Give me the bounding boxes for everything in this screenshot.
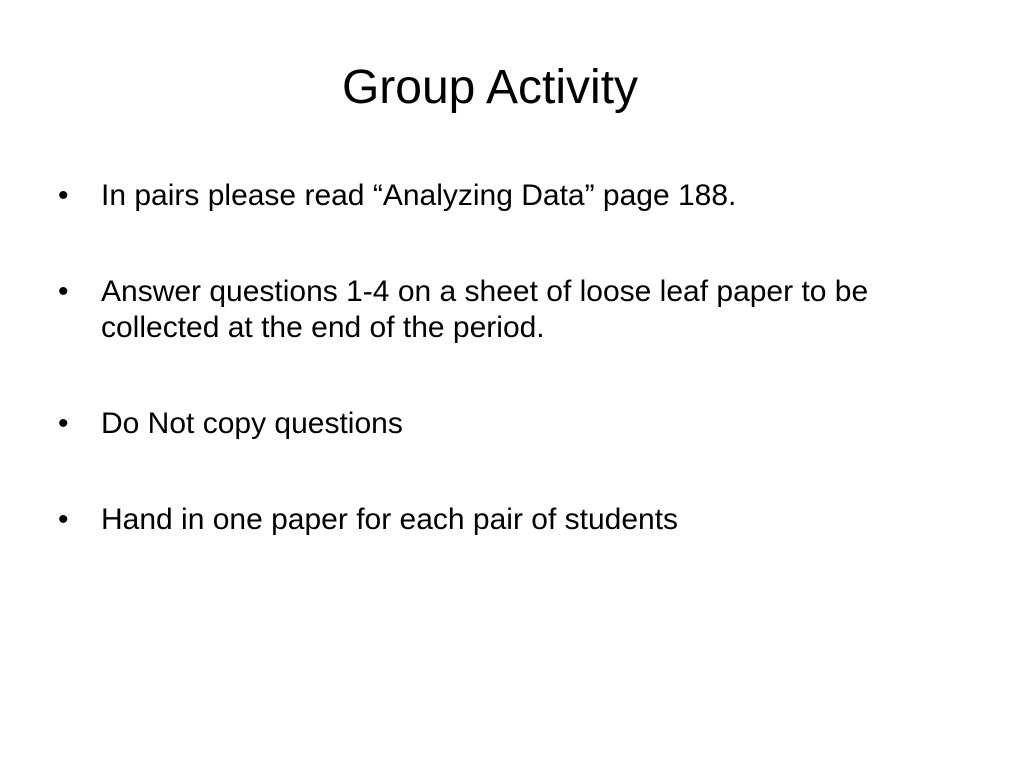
bullet-item (58, 178, 958, 214)
bullet-item (58, 406, 958, 442)
bullet-item (58, 502, 958, 538)
bullet-text: In pairs please read “Analyzing Data” page 188. (101, 179, 737, 212)
bullet-icon: • (58, 179, 69, 212)
bullet-text: Hand in one paper for each pair of students (101, 503, 679, 536)
bullet-item (58, 274, 958, 346)
bullet-list (58, 178, 958, 598)
bullet-icon: • (58, 503, 69, 536)
bullet-icon: • (58, 275, 69, 308)
bullet-text: Answer questions 1-4 on a sheet of loose leaf paper to be collected at the end of the period. (101, 275, 869, 344)
bullet-icon: • (58, 407, 69, 440)
slide-title: Group Activity (341, 61, 639, 114)
bullet-text: Do Not copy questions (101, 407, 403, 440)
